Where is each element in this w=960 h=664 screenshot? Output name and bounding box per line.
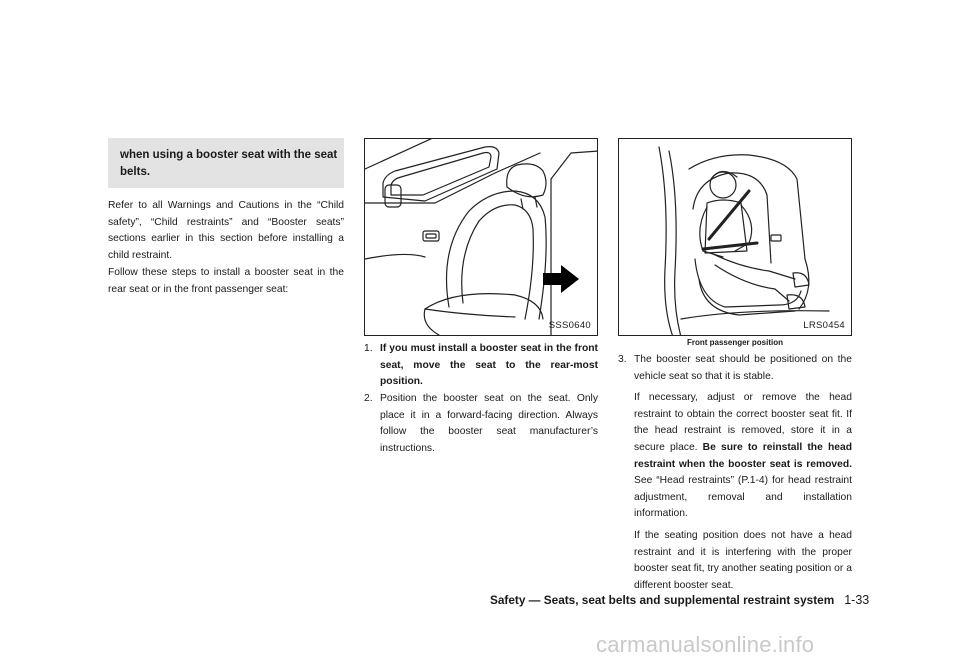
page-footer bbox=[490, 593, 870, 607]
note-bold-text: Be sure to reinstall the head restraint when the booster seat is removed. bbox=[634, 441, 852, 470]
figure-front-seat bbox=[364, 138, 598, 336]
figure-booster-seat bbox=[618, 138, 852, 336]
figure-code: SSS0640 bbox=[548, 320, 591, 331]
instructions-paragraph: Follow these steps to install a booster seat in the rear seat or in the front passenger seat: bbox=[108, 267, 344, 295]
watermark: carmanualsonline.info bbox=[596, 632, 815, 657]
front-seat-arrow-illustration bbox=[365, 139, 598, 336]
step-3-no-head-restraint-note: If the seating position does not have a head restraint and it is interfering with the proper booster seat fit, try another seating position or a different booster seat. bbox=[634, 529, 852, 591]
step-number: 1. bbox=[364, 343, 373, 354]
page-number: 1-33 bbox=[844, 593, 870, 607]
step-3 bbox=[618, 352, 852, 594]
intro-paragraph: Refer to all Warnings and Cautions in the “Child safety”, “Child restraints” and “Booster seats” sections earlier in this section before installing a child restraint. bbox=[108, 200, 344, 261]
step-1-text: If you must install a booster seat in the front seat, move the seat to the rear-most position. bbox=[380, 343, 598, 388]
child-booster-seat-illustration bbox=[619, 139, 852, 336]
step-number: 3. bbox=[618, 354, 627, 365]
step-1 bbox=[364, 341, 598, 391]
figure-caption: Front passenger position bbox=[686, 338, 783, 347]
step-2-text: Position the booster seat on the seat. Only place it in a forward-facing direction. Always follow the booster seat manufacturer’s instructions. bbox=[380, 393, 598, 454]
section-title: Safety — Seats, seat belts and supplemental restraint system bbox=[490, 593, 835, 607]
step-2 bbox=[364, 391, 598, 457]
figure-code: LRS0454 bbox=[803, 320, 845, 331]
step-3-head-restraint-note bbox=[634, 390, 852, 523]
step-number: 2. bbox=[364, 393, 373, 404]
warning-continued-text: when using a booster seat with the seat belts. bbox=[120, 149, 338, 178]
note-text: If necessary, adjust or remove the head restraint to obtain the correct booster seat fit. If the head restraint is removed, store it in a secure place. bbox=[634, 392, 852, 453]
step-3-text: The booster seat should be positioned on the vehicle seat so that it is stable. bbox=[634, 354, 852, 382]
note-text-end: See “Head restraints” (P.1-4) for head restraint adjustment, removal and installation information. bbox=[634, 475, 852, 520]
